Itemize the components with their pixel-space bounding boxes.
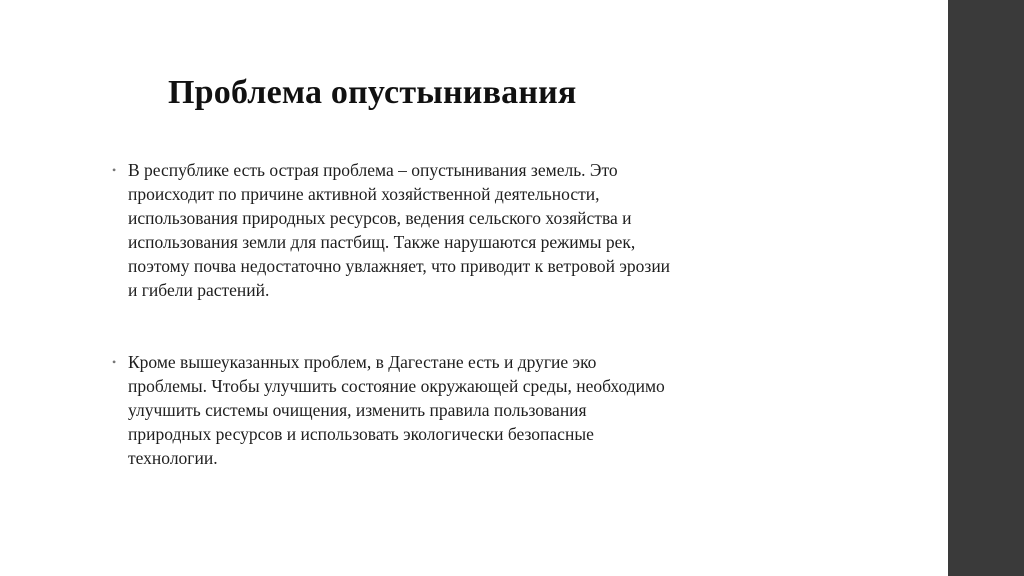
slide-title: Проблема опустынивания (168, 74, 577, 111)
bullet-line: технологии. (128, 448, 218, 468)
bullet-item (112, 350, 812, 470)
side-bar (948, 0, 1024, 576)
bullet-text (128, 350, 812, 470)
bullet-icon: • (112, 355, 117, 369)
bullet-line: и гибели растений. (128, 280, 270, 300)
bullet-list (112, 158, 812, 470)
bullet-line: В республике есть острая проблема – опустынивания земель. Это (128, 160, 618, 180)
bullet-line: улучшить системы очищения, изменить правила пользования (128, 400, 587, 420)
bullet-line: использования земли для пастбищ. Также нарушаются режимы рек, (128, 232, 636, 252)
bullet-item (112, 158, 812, 302)
bullet-line: использования природных ресурсов, ведения сельского хозяйства и (128, 208, 632, 228)
bullet-line: Кроме вышеуказанных проблем, в Дагестане есть и другие эко (128, 352, 597, 372)
bullet-icon: • (112, 163, 117, 177)
bullet-line: поэтому почва недостаточно увлажняет, что приводит к ветровой эрозии (128, 256, 671, 276)
bullet-line: происходит по причине активной хозяйственной деятельности, (128, 184, 600, 204)
bullet-line: проблемы. Чтобы улучшить состояние окружающей среды, необходимо (128, 376, 665, 396)
bullet-line: природных ресурсов и использовать экологически безопасные (128, 424, 594, 444)
bullet-text (128, 158, 812, 302)
